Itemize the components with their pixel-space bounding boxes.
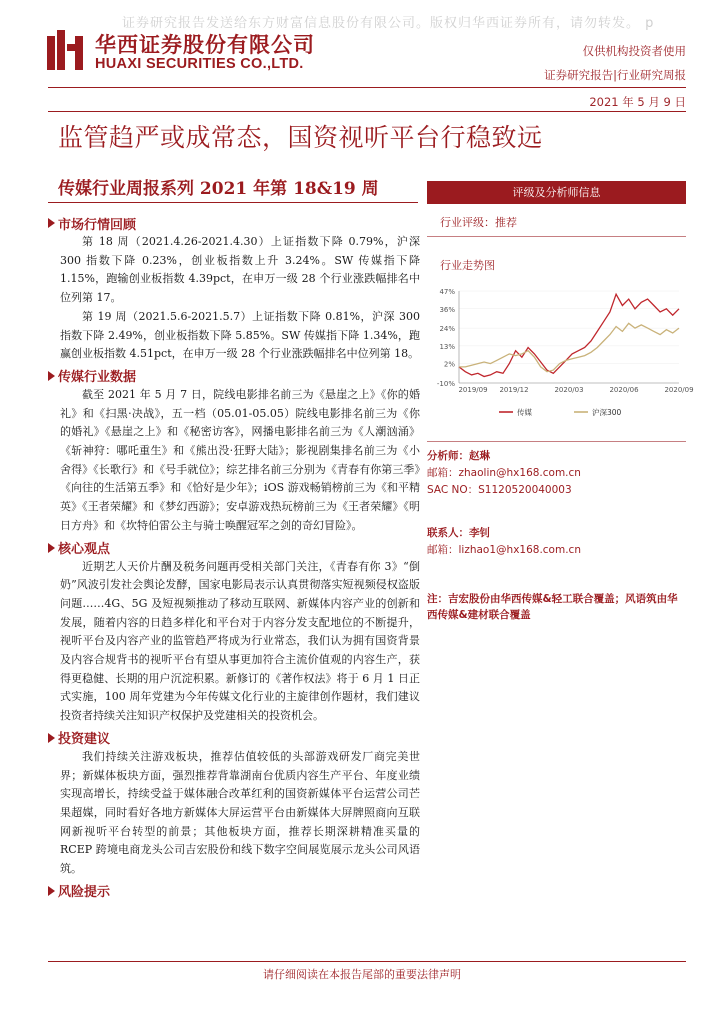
report-section xyxy=(48,366,420,536)
huaxi-logo-icon xyxy=(47,30,83,70)
x-tick-label: 2019/12 xyxy=(499,386,529,394)
triangle-bullet-icon xyxy=(48,218,55,228)
report-section xyxy=(48,728,420,879)
sidebar-divider xyxy=(427,236,686,237)
company-name-cn: 华西证券股份有限公司 xyxy=(95,32,315,57)
section-heading xyxy=(48,881,420,901)
company-name-en: HUAXI SECURITIES CO.,LTD. xyxy=(95,56,304,72)
triangle-bullet-icon xyxy=(48,886,55,896)
section-paragraph: 我们持续关注游戏板块，推荐估值较低的头部游戏研发厂商完美世界；新媒体板块方面，强烈推荐背靠湖南台优质内容生产平台、年度业绩实现高增长，持续受益于媒体融合改革红利的国资新媒体平台运营公司芒果超媒，同时看好各地方新媒体大屏运营平台由新媒体大屏牌照商向互联网新视听平台转型的前景；其他板块方面，推荐长期深耕精准买量的 RCEP 跨境电商龙头公司吉宏股份和线下数字空间展览展示龙头公司风语筑。 xyxy=(60,749,420,876)
industry-rating: 行业评级：推荐 xyxy=(440,216,517,229)
section-heading xyxy=(48,538,420,558)
analyst-email[interactable]: 邮箱：zhaolin@hx168.com.cn xyxy=(427,467,581,479)
triangle-bullet-icon xyxy=(48,371,55,381)
coverage-note: 注：吉宏股份由华西传媒&轻工联合覆盖；风语筑由华西传媒&建材联合覆盖 xyxy=(427,593,678,621)
x-tick-label: 2020/09 xyxy=(664,386,694,394)
audience-note: 仅供机构投资者使用 xyxy=(582,44,686,58)
sidebar-divider xyxy=(427,441,686,442)
y-tick-label: 36% xyxy=(439,305,455,314)
sidebar xyxy=(427,181,694,623)
header-divider xyxy=(48,87,686,88)
watermark-text: 证券研究报告发送给东方财富信息股份有限公司。版权归华西证券所有，请勿转发。 p xyxy=(122,16,655,31)
section-heading-text: 风险提示 xyxy=(58,885,111,901)
analyst-name: 分析师：赵琳 xyxy=(427,450,490,462)
trend-chart-title: 行业走势图 xyxy=(440,259,495,272)
triangle-bullet-icon xyxy=(48,543,55,553)
legend-label: 传媒 xyxy=(517,408,532,417)
section-heading xyxy=(48,366,420,386)
report-section xyxy=(48,881,420,901)
report-section xyxy=(48,213,420,364)
analyst-block xyxy=(427,441,686,623)
x-tick-label: 2020/06 xyxy=(609,386,639,394)
report-title: 监管趋严或成常态，国资视听平台行稳致远 xyxy=(58,123,543,152)
triangle-bullet-icon xyxy=(48,733,55,743)
y-tick-label: -10% xyxy=(436,380,455,388)
x-tick-label: 2019/09 xyxy=(458,386,488,394)
contact-name: 联系人：李钊 xyxy=(427,527,490,539)
report-type: 证券研究报告|行业研究周报 xyxy=(544,68,686,82)
section-heading xyxy=(48,213,420,233)
y-tick-label: 47% xyxy=(439,288,455,296)
y-tick-label: 2% xyxy=(443,360,455,369)
section-heading-text: 市场行情回顾 xyxy=(58,217,137,233)
legal-notice: 请仔细阅读在本报告尾部的重要法律声明 xyxy=(263,968,461,981)
report-section xyxy=(48,538,420,726)
report-series-title: 传媒行业周报系列 2021 年第 18&19 周 xyxy=(58,179,379,199)
analyst-sac-number: SAC NO：S1120520040003 xyxy=(427,484,572,496)
title-divider xyxy=(48,202,418,203)
report-date: 2021 年 5 月 9 日 xyxy=(589,95,686,109)
x-tick-label: 2020/03 xyxy=(554,386,584,394)
contact-email[interactable]: 邮箱：lizhao1@hx168.com.cn xyxy=(427,544,581,556)
rating-band: 评级及分析师信息 xyxy=(427,181,686,204)
y-tick-label: 24% xyxy=(439,325,455,334)
y-tick-label: 13% xyxy=(439,342,455,351)
report-body xyxy=(48,213,420,901)
legend-label: 沪深300 xyxy=(592,408,622,417)
section-heading-text: 核心观点 xyxy=(58,542,111,558)
section-heading-text: 传媒行业数据 xyxy=(58,370,137,386)
series-line-media xyxy=(459,294,679,376)
footer-divider xyxy=(48,961,686,962)
section-heading xyxy=(48,728,420,748)
trend-chart-svg xyxy=(427,283,694,423)
section-paragraph: 第 19 周（2021.5.6-2021.5.7）上证指数下降 0.81%，沪深 300 指数下降 2.49%，创业板指数下降 5.85%。SW 传媒指下降 1.34%，跑赢创业板指数 4.51pct，在申万一级 28 个行业涨跌幅排名中位列第 18。 xyxy=(60,309,420,361)
section-heading-text: 投资建议 xyxy=(58,732,111,748)
section-paragraph: 截至 2021 年 5 月 7 日，院线电影排名前三为《悬崖之上》《你的婚礼》和《扫黑·决战》，五一档（05.01-05.05）院线电影排名前三为《你的婚礼》《悬崖之上》和《秘密访客》，网播电影排名前三为《人潮汹涌》《斩神狩：哪吒重生》和《熊出没·狂野大陆》；影视剧集排名前三为《小舍得》《长歌行》和《号手就位》；综艺排名前三分别为《青春有你第三季》《向往的生活第五季》和《恰好是少年》；iOS 游戏畅销榜前三为《和平精英》《王者荣耀》和《梦幻西游》；安卓游戏热玩榜前三为《王者荣耀》《明日方舟》和《坎特伯雷公主与骑士唤醒冠军之剑的奇幻冒险》。 xyxy=(60,387,420,532)
section-paragraph: 近期艺人天价片酬及税务问题再受相关部门关注，《青春有你 3》“倒奶”风波引发社会舆论发酵，国家电影局表示认真贯彻落实短视频侵权盗版问题……4G、5G 及短视频推动了移动互联网、新媒体内容产业的创新和发展，随着内容的日趋多样化和平台对于内容分发支配地位的不断提升，视听平台及内容产业的监管趋严将成为行业常态，我们认为拥有国资背景及内容合规背书的视听平台有望从事更加符合主流价值观的内容生产，获得更稳健、长期的用户沉淀积累。新修订的《著作权法》将于 6 月 1 日正式实施，100 周年党建为今年传媒文化行业的主旋律创作题材，我们建议投资者持续关注知识产权保护及党建相关的投资机会。 xyxy=(60,559,420,723)
section-paragraph: 第 18 周（2021.4.26-2021.4.30）上证指数下降 0.79%，沪深 300 指数下降 0.23%，创业板指数上升 3.24%。SW 传媒指下降 1.15%，跑输创业板指数 4.39pct，在申万一级 28 个行业涨跌幅排名中位列第 17。 xyxy=(60,235,420,305)
industry-trend-chart xyxy=(427,283,694,423)
series-line-csi300 xyxy=(459,323,679,371)
header-divider xyxy=(48,111,686,112)
